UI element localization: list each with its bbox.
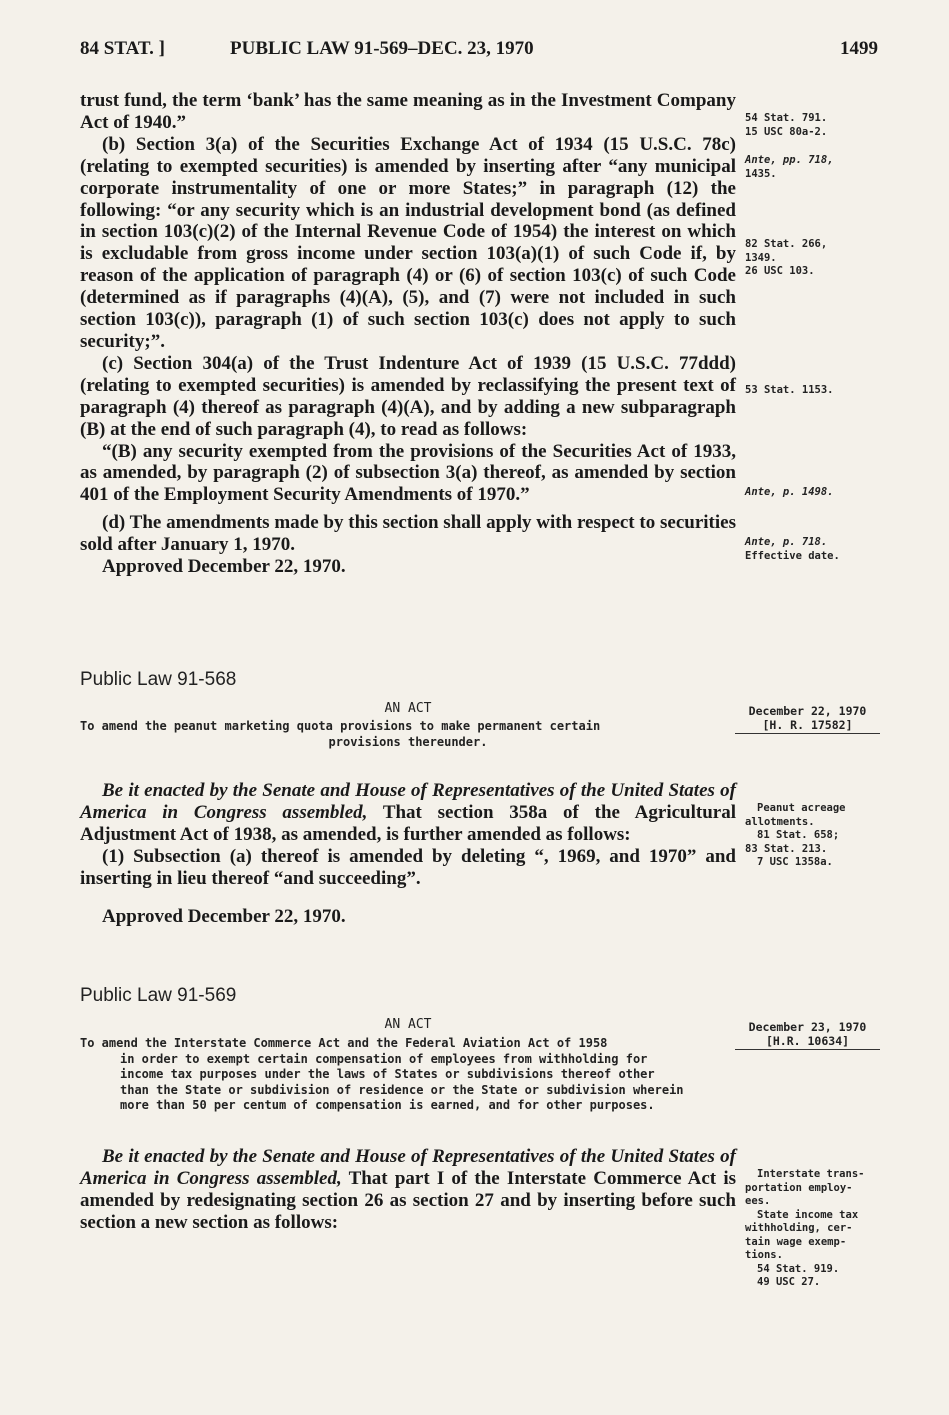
law-body-569 — [80, 1146, 736, 1234]
stat-volume: 84 STAT. ] — [80, 38, 165, 59]
enacting-clause-568: Be it enacted by the Senate and House of Representatives of the United States of America in Congress assembled, That section 358a of the Agricultural Adjustment Act of 1938, as amended, is further amended as follows: — [80, 780, 736, 845]
enactment-date-568: December 22, 1970 [H. R. 17582] — [735, 704, 880, 734]
bill-number-569: [H.R. 10634] — [735, 1034, 880, 1050]
paragraph-b: (b) Section 3(a) of the Securities Exchange Act of 1934 (15 U.S.C. 78c) (relating to exempted securities) is amended by inserting after “any municipal corporate instrumentality of one or more States;” in paragraph (12) the following: “or any security which is an industrial development bond (as defined in section 103(c)(2) of the Internal Revenue Code of 1954) the interest on which is excludable from gross income under section 103(a)(1) of such Code if, by reason of the application of paragraph (4) or (6) of section 103(c) of such Code (determined as if paragraphs (4)(A), (5), and (7) were not included in such section 103(c)), paragraph (1) of such section 103(c) does not apply to such security;”. — [80, 133, 736, 352]
subsection-1: (1) Subsection (a) thereof is amended by deleting “, 1969, and 1970” and inserting in lieu thereof “and succeeding”. — [80, 845, 736, 889]
margin-note: 82 Stat. 266, 1349. 26 USC 103. — [745, 238, 828, 277]
approved-line-568: Approved December 22, 1970. — [102, 906, 346, 927]
paragraph-c: (c) Section 304(a) of the Trust Indenture Act of 1939 (15 U.S.C. 77ddd) (relating to exempted securities) is amended by reclassifying the present text of paragraph (4) thereof as paragraph (4)(A), and by adding a new subparagraph (B) at the end of such paragraph (4), to read as follows: — [80, 352, 736, 440]
paragraph-quote-b: “(B) any security exempted from the provisions of the Securities Act of 1933, as amended, by paragraph (2) of subsection 3(a) thereof, as amended by section 401 of the Employment Security Amendments of 1970.” — [80, 440, 736, 506]
enactment-date-569: December 23, 1970 [H.R. 10634] — [735, 1020, 880, 1050]
margin-note: 54 Stat. 791. 15 USC 80a-2. — [745, 112, 828, 138]
continued-text — [80, 90, 736, 578]
margin-note: Ante, p. 718. Effective date. — [745, 536, 840, 562]
an-act-heading: AN ACT — [384, 701, 432, 716]
bill-number-568: [H. R. 17582] — [735, 718, 880, 734]
act-purpose-569: To amend the Interstate Commerce Act and the Federal Aviation Act of 1958 in order to exempt certain compensation of employees from withholding for income tax purposes under the laws of States or subdivisions thereof other than the State or subdivision of residence or the State or subdivision wherein more than 50 per centum of compensation is earned, and for other purposes. — [80, 1036, 684, 1112]
paragraph-trust-fund: trust fund, the term ‘bank’ has the same meaning as in the Investment Company Act of 1940.” — [80, 90, 736, 133]
running-head — [80, 38, 880, 68]
act-purpose-568: To amend the peanut marketing quota provisions to make permanent certain provisions thereunder. — [80, 719, 601, 749]
margin-note-peanut: Peanut acreage allotments. 81 Stat. 658; 83 Stat. 213. 7 USC 1358a. — [745, 802, 846, 868]
approved-line: Approved December 22, 1970. — [102, 556, 346, 578]
an-act-heading: AN ACT — [384, 1017, 432, 1032]
margin-note: Ante, pp. 718, 1435. — [745, 154, 834, 180]
page-title: PUBLIC LAW 91-569–DEC. 23, 1970 — [230, 38, 534, 59]
page-number: 1499 — [840, 38, 878, 59]
paragraph-d: (d) The amendments made by this section shall apply with respect to securities sold after January 1, 1970. — [80, 512, 736, 556]
law-title-569: Public Law 91-569 — [80, 985, 237, 1006]
law-title-568: Public Law 91-568 — [80, 669, 237, 690]
margin-note: Ante, p. 1498. — [745, 486, 834, 498]
enacting-clause-569: Be it enacted by the Senate and House of Representatives of the United States of America in Congress assembled, That part I of the Interstate Commerce Act is amended by redesignating section 26 as section 27 and by inserting before such section a new section as follows: — [80, 1146, 736, 1233]
law-body-568 — [80, 780, 736, 890]
margin-note-interstate: Interstate trans- portation employ- ees. State income tax withholding, cer- tain wage exemp- tions. 54 Stat. 919. 49 USC 27. — [745, 1168, 865, 1288]
margin-note: 53 Stat. 1153. — [745, 384, 834, 396]
